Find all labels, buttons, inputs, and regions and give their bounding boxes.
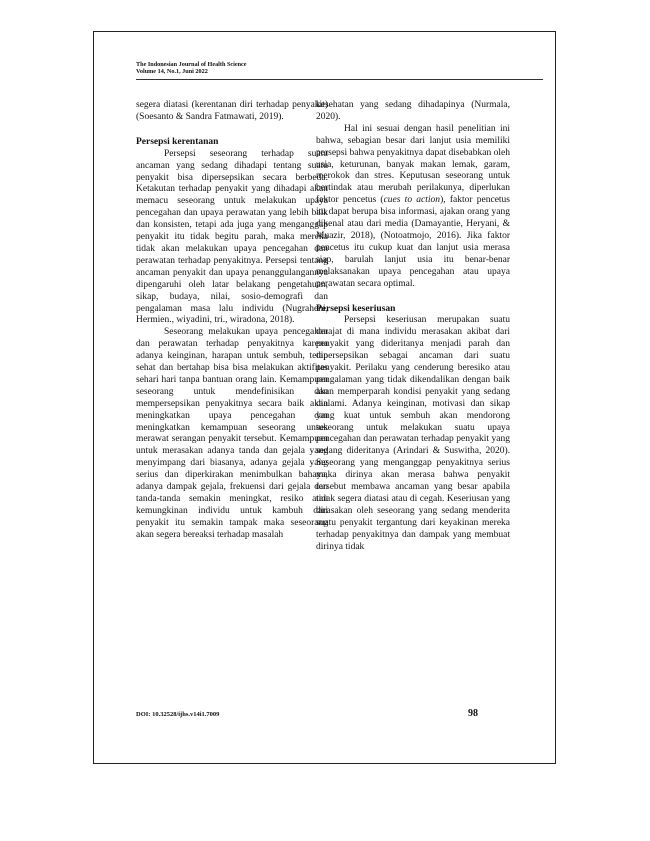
paragraph-hasil-part-2: ), faktor pencetus itu dapat berupa bisa informasi, ajakan orang yang dikenal atau dari media (Damayantie, Heryani, & Muazir, 2018), (Notoatmojo, 2016). Jika faktor pencetus itu cukup kuat dan lanjut usia merasa siap, barulah lanjut usia itu benar-benar melaksanakan upaya pencegahan atau upaya perawatan secara optimal. [316,195,510,289]
paragraph-intro: segera diatasi (kerentanan diri terhadap penyakit) (Soesanto & Sandra Fatmawati, 2019). [136,100,328,122]
paragraph-hasil-part-1: Hal ini sesuai dengan hasil penelitian ini bahwa, sebagian besar dari lanjut usia memiliki persepsi bahwa penyakitnya dapat disebabkan oleh usia, keturunan, banyak makan lemak, garam, merokok dan stres. Keputusan seseorang untuk bertindak atau merubah perilakunya, diperlukan faktor pencetus ( [316,123,510,206]
paragraph-keseriusan: Persepsi keseriusan merupakan suatu derajat di mana individu merasakan akibat dari penyakit yang dideritanya menjadi parah dan dipersepsikan sebagai ancaman dari suatu penyakit. Perilaku yang cenderung beresiko atau pengalaman yang tidak dikendalikan dengan baik akan memperparah kondisi penyakit yang sedang dialami. Adanya keinginan, motivasi dan sikap yang kuat untuk sembuh akan mendorong seseorang untuk melakukan suatu upaya pencegahan dan perawatan terhadap penyakit yang sedang dideritanya (Arindari & Suswitha, 2020). Seseorang yang menganggap penyakitnya serius maka dirinya akan merasa bahwa penyakit tersebut membawa ancaman yang besar apabila tidak segera diatasi atau di cegah. Keseriusan yang dirasakan oleh seseorang yang sedang menderita suatu penyakit tergantung dari keyakinan mereka terhadap penyakitnya dan dampak yang membuat dirinya tidak [316,315,510,552]
page-number: 98 [468,708,478,719]
volume-info: Volume 14, No.1, Juni 2022 [136,68,208,75]
journal-header [136,61,542,75]
paragraph-kerentanan-2: Seseorang melakukan upaya pencegahan dan perawatan terhadap penyakitnya karena adanya keinginan, harapan untuk sembuh, tetap sehat dan bertahap bisa bisa melakukan aktifitas sehari hari tanpa bantuan orang lain. Kemampuan seseorang untuk mendefinisikan dan mempersepsikan penyakitnya secara baik akan meningkatkan upaya pencegahan dan meningkatkan kemampuan seseorang untuk merawat serangan penyakit tersebut. Kemampuan untuk merasakan adanya tanda dan gejala yang menyimpang dari biasanya, adanya gejala yang serius dan diperkirakan menimbulkan bahaya, adanya dampak gejala, frekuensi dari gejala dan tanda-tanda semakin meningkat, resiko atau kemungkinan individu untuk kambuh dari penyakit itu semakin tampak maka seseorang akan segera bereaksi terhadap masalah [136,327,328,540]
left-column [136,100,328,542]
paragraph-kerentanan-1: Persepsi seseorang terhadap suatu ancaman yang sedang dihadapi tentang suatu penyakit bisa dipersepsikan secara berbeda. Ketakutan terhadap penyakit yang dihadapi akan memacu seseorang untuk melakukan upaya pencegahan dan upaya perawatan yang lebih baik dan konsisten, tetapi ada juga yang menganggap penyakit itu tidak begitu parah, maka mereka tidak akan melakukan upaya pencegahan dan perawatan terhadap penyakitnya. Persepsi tentang ancaman penyakit dan upaya penanggulangannya dipengaruhi oleh latar belakang pengetahuan, sikap, budaya, nilai, sosio-demografi dan pengalaman masa lalu individu (Nugraheni, Hermien., wiyadini, tri., wiradona, 2018). [136,148,328,326]
journal-name: The Indonesian Journal of Health Science [136,61,247,68]
section-heading-keseriusan: Persepsi keseriusan [316,303,396,314]
footer-doi: DOI: 10.32528/ijhs.v14i1.7009 [136,711,220,718]
paragraph-hasil [316,124,510,291]
cues-to-action-term: cues to action [383,195,441,206]
right-column [316,100,510,554]
paragraph-continuation: kesehatan yang sedang dihadapinya (Nurmala, 2020). [316,100,510,122]
header-rule [136,79,543,80]
section-heading-kerentanan: Persepsi kerentanan [136,136,219,147]
